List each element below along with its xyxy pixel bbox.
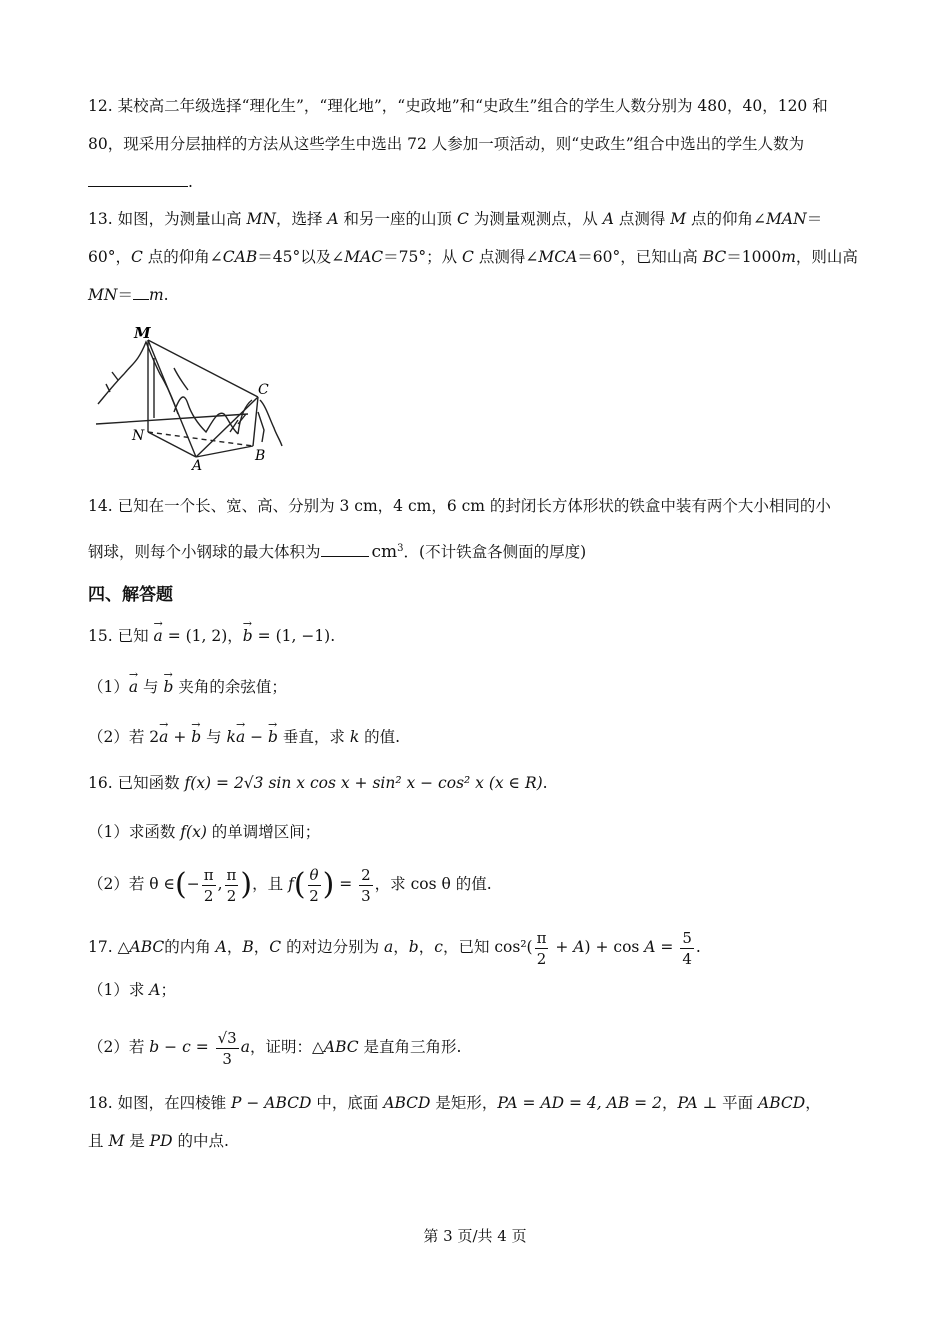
answer-blank (88, 186, 188, 187)
q17-stem: 17. △ABC的内角 A，B，C 的对边分别为 a，b，c，已知 cos²( $\frac{\pi}{2}$ + A) + cos A = $\frac{5}{4}$ . (88, 928, 701, 968)
q13-line1: 13. 如图，为测量山高 MN，选择 A 和另一座的山顶 C 为测量观测点，从 A 点测得 M 点的仰角∠MAN＝ (88, 210, 823, 228)
q16-part1: （1）求函数 f(x) 的单调增区间； (88, 823, 321, 841)
q15-part2: （2）若 2→ a + → b 与 k→ a − → b 垂直，求 k 的值. (88, 726, 400, 748)
q18-line1: 18. 如图，在四棱锥 P − ABCD 中，底面 ABCD 是矩形，PA = AD = 4, AB = 2，PA ⊥ 平面 ABCD， (88, 1094, 821, 1112)
answer-blank (133, 299, 149, 300)
q16-stem: 16. 已知函数 f(x) = 2√3 sin x cos x + sin² x − cos² x (x ∈ R). (88, 774, 548, 792)
q12-line1: 12. 某校高二年级选择“理化生”，“理化地”，“史政地”和“史政生”组合的学生人数分别为 480，40，120 和 (88, 97, 828, 115)
section-heading: 四、解答题 (88, 585, 173, 605)
fig-label-a: A (192, 458, 203, 472)
q17-part1: （1）求 A； (88, 981, 177, 999)
q12-line3: . (88, 171, 193, 193)
q15-stem: 15. 已知 → a = (1, 2)，→ b = (1, −1). (88, 625, 335, 647)
q18-line2: 且 M 是 PD 的中点. (88, 1132, 229, 1150)
q12-line2: 80，现采用分层抽样的方法从这些学生中选出 72 人参加一项活动，则“史政生”组合中选出的学生人数为 (88, 135, 805, 153)
fig-label-c: C (258, 382, 269, 398)
fig-label-m: M (134, 324, 151, 342)
q15-part1: （1）→ a 与 → b 夹角的余弦值； (88, 676, 287, 698)
q14-line2: 钢球，则每个小钢球的最大体积为 $cm^3$．(不计铁盒各侧面的厚度) (88, 542, 587, 563)
q17-part2: （2）若 b − c = $\frac{√3}{3}$ a，证明：△ABC 是直角三角形. (88, 1028, 462, 1068)
q14-line1: 14. 已知在一个长、宽、高、分别为 3 cm，4 cm，6 cm 的封闭长方体形状的铁盒中装有两个大小相同的小 (88, 497, 831, 515)
fig-label-b: B (255, 448, 266, 464)
mountain-figure (88, 322, 288, 472)
page-footer: 第 3 页/共 4 页 (423, 1227, 527, 1245)
q13-line3: MN＝ m. (88, 286, 169, 304)
answer-blank (321, 556, 369, 557)
q13-line2: 60°，C 点的仰角∠CAB＝45°以及∠MAC＝75°；从 C 点测得∠MCA＝60°，已知山高 BC＝1000m，则山高 (88, 248, 858, 266)
fig-label-n: N (132, 428, 145, 444)
q16-part2: （2）若 θ ∈(− $\frac{\pi}{2}$ , $\frac{\pi}{2}$ )，且 f( $\frac{\theta}{2}$ ) = $\frac{2}{3}$ ，求 cos θ 的值. (88, 865, 492, 905)
